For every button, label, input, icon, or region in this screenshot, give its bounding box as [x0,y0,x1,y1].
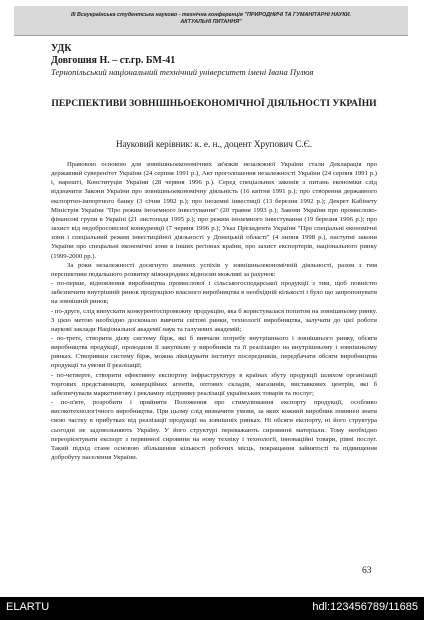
repository-name: ELARTU [6,601,50,613]
list-item-first: - по-перше, відновлення виробництва промислової і сільськогосподарської продукції з тим, щоб повністю забезпечити внутрішній ринок продукцією власного виробництва в необхідній кількості і було що запропонувати на зовнішній ринок; [51,280,377,306]
article-body [51,160,377,462]
list-item-fourth: - по-четверте, створити ефективну експортну інфраструктуру в країнах збуту продукції шляхом організації торгових представництв, комерційних агентів, оптових складів, магазинів, виставкових центрів, які б забезпечували маркетингову і рекламну підтримку реалізації українських товарів та послуг; [51,371,377,397]
conference-header [14,6,408,36]
author-line: Довгошия Н. – ст.гр. БМ-41 [51,55,176,66]
handle-identifier: hdl:123456789/11685 [312,601,418,613]
list-item-fifth: - по-п'яте, розробити і прийняти Положення про стимулювання експорту продукції, особливо високотехнологічного виробництва. При цьому слід визначити умови, за яких кожний виробник повинен знати свою частку в прибутках від реалізації продукції на зовнішніх ринках. Ні обсяги експорту, ні його структура сьогодні не задовольняють Україну. У його структурі переважають сировинні матеріали. Тому необхідно переорієнтувати експорт з первинної сировини на нову техніку і технології, інноваційні товари, рівні послуг. Такий підхід стане основою збільшення кількості робочих місць, покращання зайнятості та підвищення добробуту населення України. [51,399,377,461]
repository-footer [0,597,424,620]
conference-header-line2: АКТУАЛЬНІ ПИТАННЯ" [180,19,242,25]
list-item-third: - по-третє, створити дієву систему бірж, які б вивчали потребу внутрішнього і зовнішнього ринку, обсяги виробництва продукції, проводили її закупівлю у виробників та її реалізацію на внутрішньому і зовнішньому ринках. Створивши систему бірж, можна ліквідувати інститут посередників, передбачати обсяги виробництва продукції та умови її реалізації; [51,334,377,370]
paragraph-intro-prospects: За роки незалежності досягнуто значних успіхів у зовнішньоекономічній діяльності, разом з тим перспективи подальшого розвитку міжнародних відносин можливі за рахунок: [51,261,377,278]
affiliation-line: Тернопільський національний технічний університет імені Івана Пулюя [51,67,314,77]
page-number: 63 [362,565,372,576]
paragraph-legal-basis: Правовою основою для зовнішньоекономічних зв'язків незалежної України стали Декларація про державний суверенітет України (24 серпня 1991 р.), Акт проголошення незалежності України (24 серпня 1991 р.) і, нарешті, Конституція України (28 червня 1996 р.). Серед спеціальних законів з питань економіки слід відзначити Закони України про зовнішньоекономічну діяльність (16 квітня 1991 р.); про створення державного експортно-імпортного банку (3 січня 1992 р.); про іноземні інвестиції (13 березня 1992 р.); Декрет Кабінету Міністрів України "Про режим іноземного інвестування" (20 травня 1993 р.); Закони України про промислово-фінансові групи в Україні (21 листопада 1995 р.); про режим іноземного інвестування (19 березня 1996 р.); про захист від недобросовісної конкуренції (7 червня 1996 р.); Указ Президента України "Про спеціальні економічні зони і спеціальний режим інвестиційної діяльності у Донецькій області" (4 липня 1998 р.), наступні закони України про спеціальні економічні зони в інших регіонах країни, про захист експортерів, національного ринку (1999-2000 рр.). [51,161,377,260]
udc-label: УДК [51,43,72,54]
scientific-advisor: Науковий керівник: к. е. н., доцент Хрупович С.Є. [115,139,313,149]
article-title: ПЕРСПЕКТИВИ ЗОВНІШНЬОЕКОНОМІЧНОЇ ДІЯЛЬНОСТІ УКРАЇНИ [51,98,377,109]
list-item-second: - по-друге, слід випускати конкурентоспроможну продукцію, яка б користувалася попитом на зовнішньому ринку. З цією метою необхідно досконало вивчити світові ринки, технології виробництва, залучати до цієї роботи наукові заклади Національної академії наук та галузевих академій; [51,307,377,333]
conference-header-line1: III Всеукраїнська студентська науково - технічна конференція "ПРИРОДНИЧІ ТА ГУМАНІТАРНІ НАУКИ. [70,12,352,18]
